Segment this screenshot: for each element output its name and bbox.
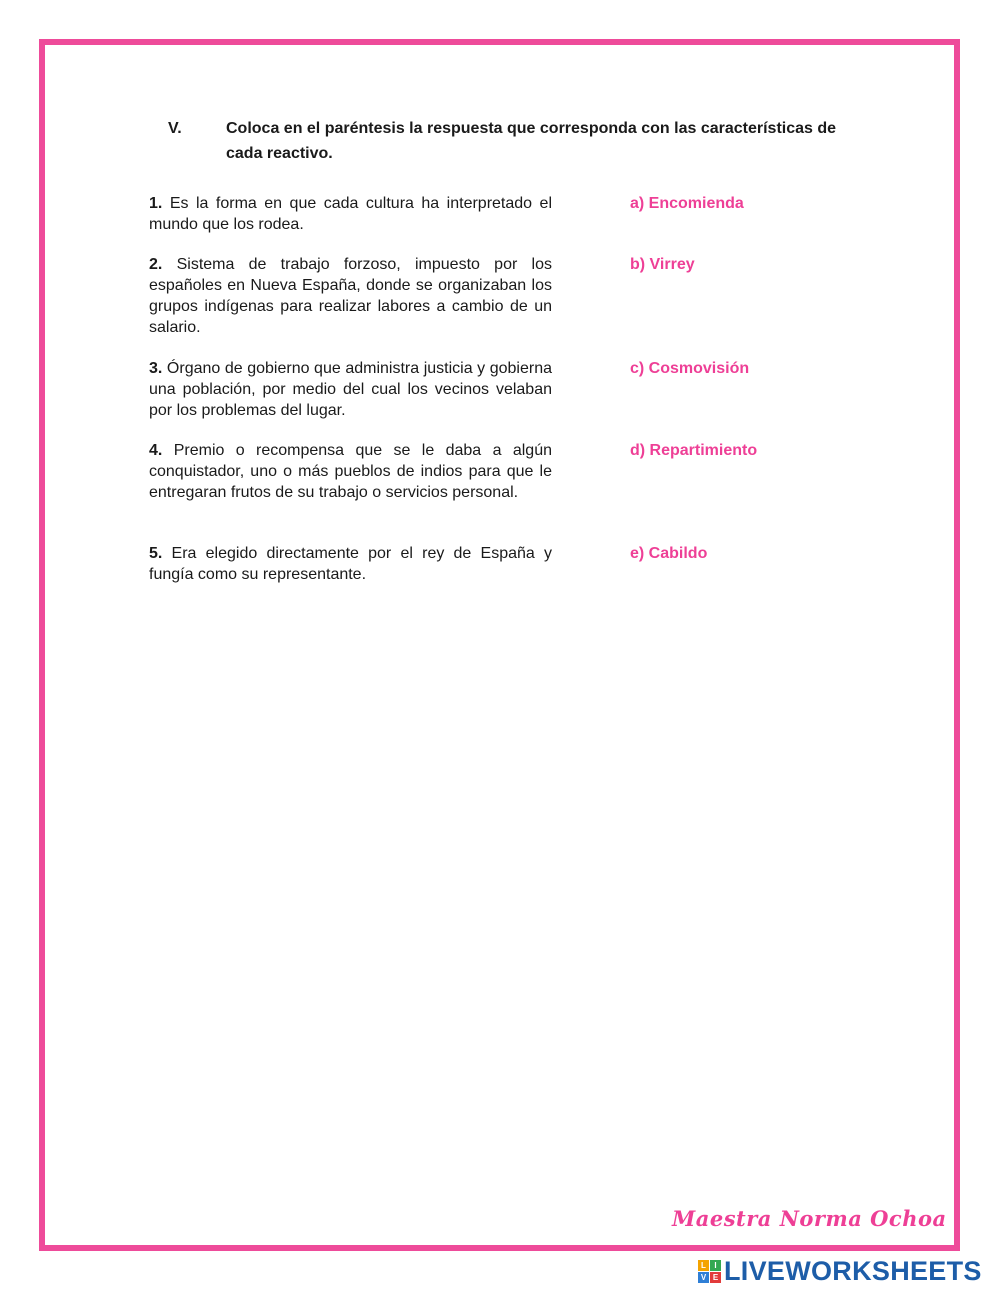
author-signature: Maestra Norma Ochoa [672, 1206, 947, 1231]
question-text: Sistema de trabajo forzoso, impuesto por los españoles en Nueva España, donde se organizaban los grupos indígenas para realizar labores a cambio de un salario. [149, 256, 552, 336]
logo-letter: E [710, 1272, 721, 1283]
answer-option-d: d) Repartimiento [630, 442, 758, 459]
question-text: Órgano de gobierno que administra justicia y gobierna una población, por medio del cual los vecinos velaban por los problemas del lugar. [149, 360, 553, 419]
question-number: 3. [149, 360, 163, 377]
question-item-3 [149, 358, 552, 421]
section-number: V. [168, 120, 182, 137]
question-number: 4. [149, 442, 163, 459]
logo-letter: L [698, 1260, 709, 1271]
logo-letter: V [698, 1272, 709, 1283]
question-number: 1. [149, 195, 163, 212]
instruction-text: Coloca en el paréntesis la respuesta que corresponda con las características de cada reactivo. [226, 120, 837, 162]
answer-option-c: c) Cosmovisión [630, 360, 750, 377]
brand-name: LIVEWORKSHEETS [724, 1255, 982, 1286]
question-item-2 [149, 254, 552, 338]
question-item-4 [149, 440, 552, 503]
liveworksheets-logo-icon [698, 1260, 721, 1283]
question-item-5 [149, 543, 552, 585]
answer-option-e: e) Cabildo [630, 545, 708, 562]
answer-option-b: b) Virrey [630, 256, 695, 273]
question-text: Es la forma en que cada cultura ha interpretado el mundo que los rodea. [149, 195, 552, 233]
logo-letter: I [710, 1260, 721, 1271]
liveworksheets-brand[interactable] [698, 1256, 982, 1286]
question-text: Premio o recompensa que se le daba a algún conquistador, uno o más pueblos de indios para que le entregaran frutos de su trabajo o servicios personal. [149, 442, 552, 501]
answer-option-a: a) Encomienda [630, 195, 744, 212]
question-text: Era elegido directamente por el rey de España y fungía como su representante. [149, 545, 552, 583]
question-number: 5. [149, 545, 163, 562]
question-item-1 [149, 193, 552, 235]
question-number: 2. [149, 256, 163, 273]
